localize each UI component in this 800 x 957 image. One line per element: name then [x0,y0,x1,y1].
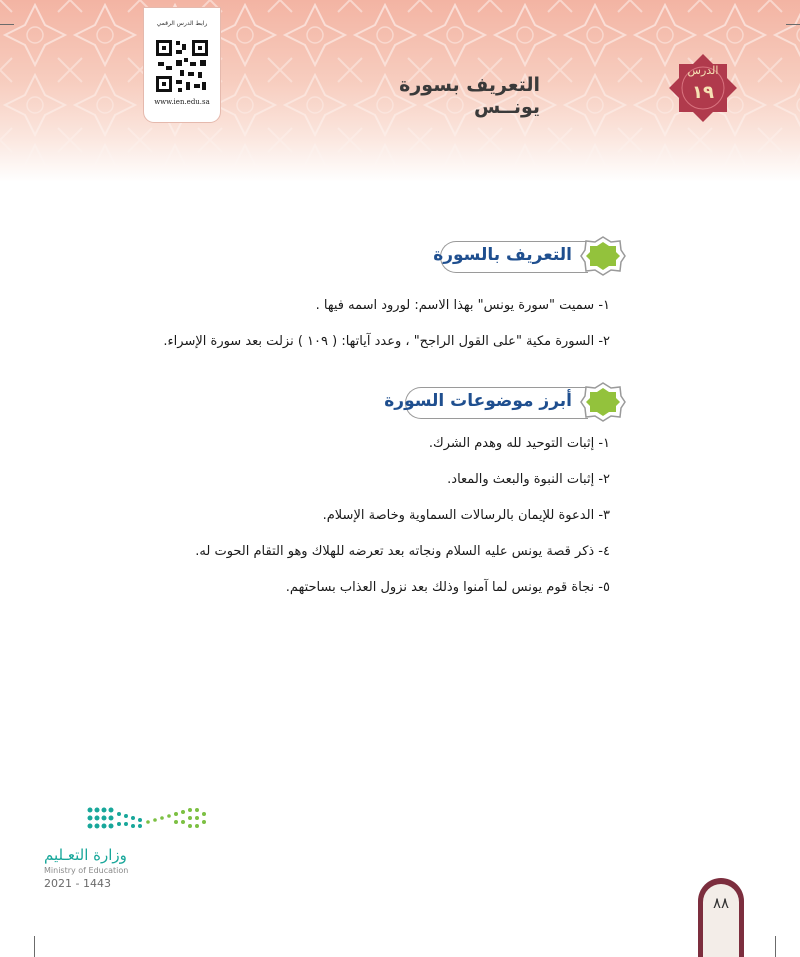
ministry-name-en: Ministry of Education [44,866,129,875]
crop-mark [786,24,800,25]
intro-list [0,296,610,368]
crop-mark [775,936,776,957]
section-title: التعريف بالسورة [433,245,572,265]
ministry-name-ar: وزارة التعـليم [44,846,127,864]
lesson-badge [665,50,741,126]
page-number-tab [698,878,744,957]
qr-label: رابط الدرس الرقمي [156,20,208,27]
qr-card[interactable] [144,8,220,122]
ministry-years: 2021 - 1443 [44,877,111,890]
header-banner [0,0,800,182]
ministry-logo [44,804,204,894]
list-item: ١- إثبات التوحيد لله وهدم الشرك. [428,436,610,451]
qr-url: www.ien.edu.sa [154,98,210,106]
qr-code-icon[interactable] [154,38,210,94]
crop-mark [0,24,14,25]
list-item: ٢- إثبات النبوة والبعث والمعاد. [447,472,610,487]
list-item: ٥- نجاة قوم يونس لما آمنوا وذلك بعد نزول العذاب بساحتهم. [285,580,610,595]
section-title: أبرز موضوعات السورة [384,391,572,411]
page-number: ٨٨ [712,894,730,912]
section-heading-intro [433,236,626,276]
lesson-title: التعريف بسورة يونــس [399,74,540,118]
list-item: ١- سميت "سورة يونس" بهذا الاسم: لورود اسمه فيها . [315,298,610,313]
green-octagon-icon [580,382,626,422]
topics-list [0,434,610,614]
ministry-dots-icon [86,804,226,840]
list-item: ٣- الدعوة للإيمان بالرسالات السماوية وخاصة الإسلام. [322,508,610,523]
list-item: ٢- السورة مكية "على القول الراجح" ، وعدد آياتها: ( ١٠٩ ) نزلت بعد سورة الإسراء. [163,334,610,349]
list-item: ٤- ذكر قصة يونس عليه السلام ونجاته بعد تعرضه للهلاك وهو التقام الحوت له. [195,544,610,559]
lesson-number: ١٩ [692,82,714,103]
page-number-inner [703,884,739,957]
green-octagon-icon [580,236,626,276]
lesson-label: الدرس [687,64,719,77]
section-heading-topics [384,382,626,422]
crop-mark [34,936,35,957]
